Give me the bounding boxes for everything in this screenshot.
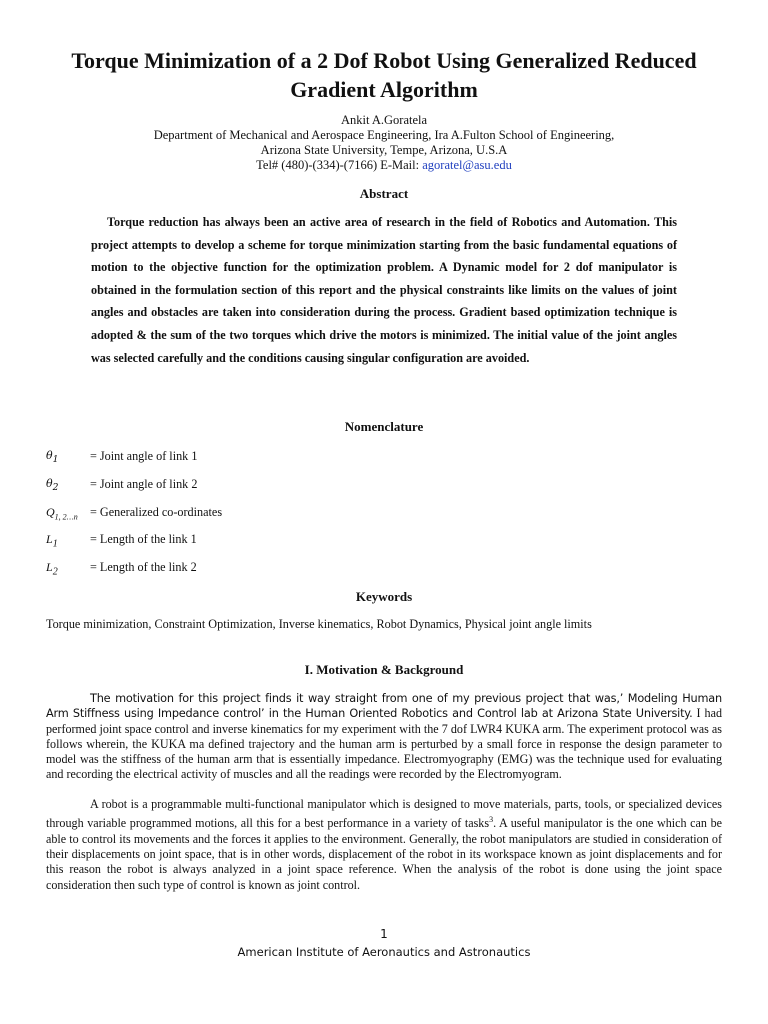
nomenclature-definition: = Length of the link 1 [90,532,197,546]
author-email-link[interactable]: agoratel@asu.edu [422,158,512,172]
keywords-text: Torque minimization, Constraint Optimization, Inverse kinematics, Robot Dynamics, Physical joint angle limits [46,617,592,631]
nomenclature-definition: = Joint angle of link 1 [90,449,198,463]
author-university: Arizona State University, Tempe, Arizona, U.S.A [260,143,508,157]
nomenclature-heading: Nomenclature [344,419,424,434]
author-name: Ankit A.Goratela [340,113,428,127]
handwritten-style-text: The motivation for this project finds it way straight from one of my previous project that was,’ Modeling Human Arm Stiffness using Impedance control’ in the Human Oriented Robotics and Control lab at Arizona State University. [46,692,722,721]
nomenclature-symbol: $L_1$ [46,532,58,550]
section-heading-motivation: I. Motivation & Background [304,662,464,677]
nomenclature-definition: = Generalized co-ordinates [90,505,223,519]
author-contact [40,158,728,173]
paragraph-text: A robot is a programmable multi-functional manipulator which is designed to move materials, parts, tools, or specialized devices through variable programmed motions, all this for a best performance in a variety of tasks [46,797,722,831]
paragraph-robot-definition [46,797,722,893]
nomenclature-symbol: $L_2$ [46,560,58,578]
abstract-heading: Abstract [359,186,409,201]
nomenclature-symbol: $\theta_2$ [46,477,59,494]
paragraph-text: I had performed joint space control and inverse kinematics for my experiment with the 7 dof LWR4 KUKA arm. The experiment protocol was as follows wherein, the KUKA ma defined trajectory and the human arm is perturbed by a small force in response the design parameter to model was the stiffness of the human arm that is essentially impedance. Electromyography (EMG) was the technique used for evaluating and recording the electrical activity of muscles and all the readings were recorded by the Electromyogram. [46,706,722,782]
paper-title: Torque Minimization of a 2 Dof Robot Using Generalized Reduced Gradient Algorithm [71,48,697,102]
nomenclature-symbol: $Q_{1, 2\dots n}$ [46,505,78,522]
abstract-text: Torque reduction has always been an active area of research in the field of Robotics and Automation. This project attempts to develop a scheme for torque minimization starting from the basic fundamental equations of motion to the objective function for the optimization problem. A Dynamic model for 2 dof manipulator is obtained in the formulation section of this report and the physical constraints like limits on the values of joint angles and obstacles are taken into consideration during the process. Gradient based optimization technique is adopted & the sum of the two torques which drive the motors is minimized. The initial value of the joint angles was selected carefully and the conditions causing singular configuration are avoided. [91,215,677,365]
footer-organization: American Institute of Aeronautics and Astronautics [237,945,531,959]
citation-superscript: 3 [489,815,494,825]
nomenclature-definition: = Length of the link 2 [90,560,197,574]
paragraph-text: . A useful manipulator is the one which can be able to control its movements and the forces it applies to the environment. Generally, the robot manipulators are studied in consideration of their displacements on joint space, that is in other words, displacement of the robot in its workspace known as joint displacements and for this reason the robot is always analyzed in a joint space reference. When the analysis of the robot is done using the joint space consideration then such type of control is known as joint control. [46,816,722,892]
nomenclature-symbol: $\theta_1$ [46,449,59,466]
author-contact-prefix: Tel# (480)-(334)-(7166) E-Mail: [256,158,423,172]
paragraph-motivation [46,691,722,783]
author-department: Department of Mechanical and Aerospace Engineering, Ira A.Fulton School of Engineering, [153,128,615,142]
nomenclature-definition: = Joint angle of link 2 [90,477,198,491]
page-number: 1 [380,927,388,941]
keywords-heading: Keywords [355,589,413,604]
